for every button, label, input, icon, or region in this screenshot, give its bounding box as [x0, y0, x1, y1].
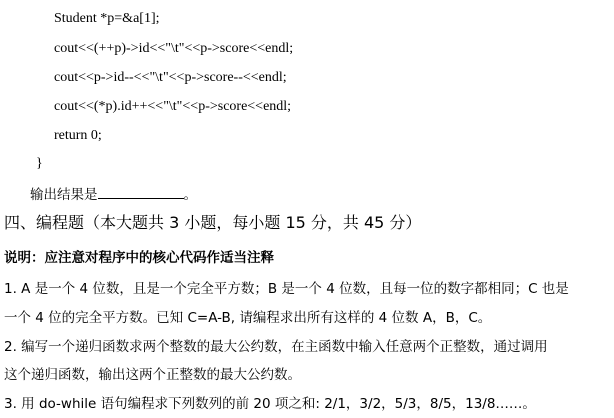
question-1-line-1: 1. A 是一个 4 位数，且是一个完全平方数；B 是一个 4 位数，且每一位的数字都相同；C 也是	[4, 281, 569, 297]
code-line: Student *p=&a[1];	[54, 11, 160, 26]
answer-blank[interactable]	[98, 185, 184, 199]
question-3-line-1: 3. 用 do-while 语句编程求下列数列的前 20 项之和: 2/1，3/2，5/3，8/5，13/8……。	[4, 396, 536, 412]
output-prompt-label: 输出结果是	[30, 187, 98, 203]
section-heading: 四、编程题（本大题共 3 小题，每小题 15 分，共 45 分）	[4, 213, 422, 232]
closing-brace: }	[36, 156, 43, 171]
code-line: cout<<p->id--<<"\t"<<p->score--<<endl;	[54, 70, 287, 85]
code-line: return 0;	[54, 128, 102, 143]
question-2-line-2: 这个递归函数，输出这两个正整数的最大公约数。	[4, 367, 301, 383]
question-2-line-1: 2. 编写一个递归函数求两个整数的最大公约数，在主函数中输入任意两个正整数，通过调用	[4, 339, 548, 355]
output-prompt	[30, 185, 197, 203]
section-note: 说明：应注意对程序中的核心代码作适当注释	[4, 250, 274, 266]
code-line: cout<<(*p).id++<<"\t"<<p->score<<endl;	[54, 99, 292, 114]
question-1-line-2: 一个 4 位的完全平方数。已知 C=A-B, 请编程求出所有这样的 4 位数 A，B，C。	[4, 310, 492, 326]
code-line: cout<<(++p)->id<<"\t"<<p->score<<endl;	[54, 41, 294, 56]
output-prompt-suffix: 。	[183, 187, 197, 203]
